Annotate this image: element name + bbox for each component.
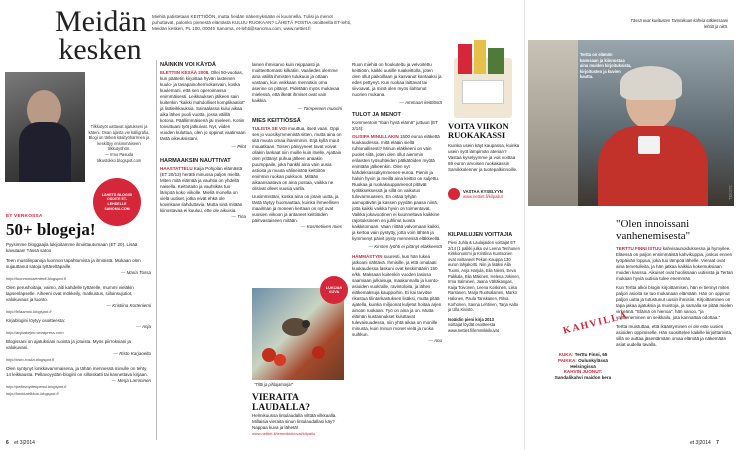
blogs-headline: 50+ blogeja! bbox=[6, 220, 96, 239]
interview-text: Kun Tertta alkoi blogin kirjoittamisen, hän ei tiennyt miten paljon asioita se tuo mukanaan elämään. Hän on oppinut paljon uutta ja tutustunut uusiin ihmisiin. Kirjoittaminen on tapa jakaa ajatuksia ja muistoja, ja samalla se pitää mielen virkeänä. "Elämä on hienoa", hän sanoo, "ja vanheneminen on seikkailu, jota kannattaa odottaa." bbox=[616, 285, 733, 320]
article-text: Ollei 50-vuotias, kun päätetin kirjoittaa hyvän lasteinen kuulo- ja tasapainohermokasvain, koska kuulemani, että sen operoimassa enimmäisesti. Leikkauksen jälkeen sain kuitenkin "kaikki mahdolliset komplikaatiot" ja lisäleikkauksia. Sairaalassa kului aikaa aika lähes puoli vuotta, jossa välillä kotona. Päällimmäisenä jäi mieleen. Kotiin toivuttuani työt jatkuivat. Nyt, viiden vuoden kuluttua, olen jo oppinut vaatimaan tästä oikeuksistani. bbox=[160, 70, 246, 141]
article-heading: HARMAAKSIN NAUTTIVAT bbox=[160, 158, 231, 164]
interview-paragraph bbox=[616, 246, 734, 282]
book-text: voittajat löydät osoitteesta www.nettiet.fi/lemmikkikuvat bbox=[448, 322, 499, 333]
masthead-intro: Miehiä patistetaan KEITTIÖÖN, mutta heidän näkemyksiään ei kuunnella. Tulisi ja menot puhuttavat, palonko pienestä elämästä KULUU RUOKAAN? LÄHETÄ POSTIA osoitteella ET-lehti, Meidän kesken, PL 100, 00040 Sanoma, et-lehti@sanoma.com, www.nettiet.fi bbox=[152, 14, 352, 31]
winners-heading: KILPAILUJEN VOITTAJIA bbox=[448, 232, 513, 238]
reader-photo-caption: "Tiltti ja pihlajamarjat" bbox=[254, 382, 294, 387]
masthead-title bbox=[55, 5, 147, 66]
blog-entry-author: — Risto Karjaoelto bbox=[113, 351, 151, 356]
survey-badge-url[interactable]: www.nettiet.fi/kilpailut bbox=[463, 194, 503, 199]
interview-text: kahvisaunoiduksessa ja hymyilee. Eläessä on paljon ensimmäistä kahvikuppia, joskus ennen työpäivän loppua, joka tuo lämpöä lähelle. Vieraat ovat aina tervetulleita, ja hän jatkaa kaikkia kokemuksiaan muiden kanssa. Aikuiset ovat huolissaan uutisista ja Tertan mukaan hyviä uutisia tulee enemmän. bbox=[616, 246, 733, 281]
blogger-photo bbox=[5, 72, 85, 182]
article-body bbox=[252, 126, 342, 192]
article-text: Kommentoin "Iban hyvä elämä" juttuun (ET 2/14): bbox=[352, 120, 438, 131]
reader-photo-badge-text: LUKIJAN KUVA bbox=[325, 285, 343, 294]
column-voita bbox=[448, 121, 520, 199]
blogger-caption-url: tilkustokko.blogspot.com bbox=[96, 157, 142, 163]
blog-entry-url[interactable]: http://hilaamok.blogspot.fi bbox=[6, 309, 52, 314]
blog-entry-author: — Merja Lamminen bbox=[111, 378, 151, 383]
grocery-text: Kuinka usein käyt kaupassa, kuinka usein syöt lämpimän aterian? Vastaa kyselyymme ja voit voittaa 69 euron arvoisen ruokakassin Sarvikkolenner ja tuotepalkinnoille. bbox=[448, 143, 520, 172]
page-footer-right bbox=[690, 440, 719, 446]
article-sign: — Tampereen muorini bbox=[297, 106, 342, 111]
article-sign: — Anu bbox=[428, 338, 442, 343]
article-sign: — Kirsten lyöhti ei pitänyt eläkkeestä bbox=[368, 244, 442, 249]
blog-entry-author: — Maria Tossa bbox=[120, 270, 151, 275]
article-heading: NÄINKIN VOI KÄYDÄ bbox=[160, 62, 216, 68]
fact-box bbox=[552, 352, 614, 381]
column-divider bbox=[156, 60, 157, 440]
contest-title: VIERAITA LAUDALLA? bbox=[252, 393, 311, 413]
winners-text: Pieni Juhla & Laulajaiden voittajat ET 2/14 (1 palkki julka ovi Leena Tenhunen Kirkkonummi ja Kristiina Kuntsonen ovat voittaneet Pekan Kauppa 130 euron lahjakortti. Niin ja lisäksi Aila Tuomi, Anja Harjula, Eila Niemi, Eeva Pakkala, Eila Mäkinen, Helena Jokinen, Irma Salminen, Jaana Vähäkangas, Kaija Toivonen, Leena Koskinen, Liisa Rantanen, Marja Ruotsalainen, Marko Halonen, Paula Tanskanen, Ritva Korhonen, Sanna Lehtinen, Tarja Aalto ja Ulla Kivistö. bbox=[448, 240, 520, 313]
page-number: 6 bbox=[6, 440, 9, 446]
article-text: muuttua, itseä vaan. Oppi sen jo vuosikymmenistä sitten, mutta aina on sitä muuta omaa ihanimmin. Erjä kyllä muut muuatkaan. Toisen päivyyneet tavat voivat ollakin lankaat niin muille kuin itselle. Ajattain olen yrittänyt puhua jälleen anaakin puumppaile, joka hankki aina vain uusia astioita ja muuta välineistöä keittiöön enimmin ruokan pukkoon. Mitään aikaansaatava on aina postaa, vaikka ne olisivat olleet vuosia varlla. bbox=[252, 126, 342, 191]
interview-text: Tertta muistuttaa, että ikääntyminen ei ole este uusien asioiden oppimiselle. Hän suosittelee kaikille kirjoittamista, sillä se auttaa jäsentämään omaa elämää ja näkemään asiat uudella tavalla. bbox=[616, 324, 733, 347]
article-heading: TULOT JA MENOT bbox=[352, 112, 401, 118]
article-byline: ELETTIIN KESÄÄ 2008. bbox=[160, 70, 210, 75]
article-sign: — Pilot bbox=[231, 144, 246, 149]
contest-box bbox=[252, 393, 344, 436]
fact-value-paikka: Oulunkylässä Helsingissä bbox=[570, 357, 608, 369]
blog-entry-text: Teen mustilinpanoja luonnon tapahtumista ja ilmiöistä. Mukaan olen sujauttanut satoja tyttäreltäpaille. bbox=[6, 258, 141, 269]
page-footer-left bbox=[6, 440, 35, 446]
blogger-caption-name: — Irmo Pasuda bbox=[104, 151, 134, 157]
reader-photo-badge bbox=[320, 276, 348, 304]
article-body bbox=[160, 70, 246, 142]
side-credit: TEKSTI: bbox=[728, 184, 733, 200]
blog-entry-url[interactable]: http://risto-roska.blogspot.fi bbox=[6, 357, 55, 362]
article-heading: MIES KEITTIÖSSÄ bbox=[252, 118, 301, 124]
blog-entry-author: — Kristiina Korteniemi bbox=[106, 303, 151, 308]
article-text: 1500 euroa eläkettä kuukaudessa. mitä elääin siellä ruhtonallisesti? Minun eläkkeeni on vain puolet siitä, joten olen ollut aiemmin erilaisten työsuhteiden pätkätöiden myötä enintään jälkeenkin. Olen nyt kahdeksassakymmenen-euroa. Pienin ja halvin hyvin ja meillä aina keittiö on suljettu. Ruokaa ja ruokakauppamenot pitävät työläkseksessä ja sillä on vaikutus tulovarmuuteen. En ostaa tyhjän aamupäivän ja kassen pyydän paasa niinä, jotta kaikki vaikka hyvin on toimentavat. Vaikka jokavuotinen ei kuunneltava kaikkine rajoituksineen en juhlinut tuosta kaikkitomaan. Vaan riittää valvomaan kaikki, ja kertoa vain pystytty, jotta voin lähteä ja kymmenyt päivit pysty mennessä eläkkeellä. bbox=[352, 134, 441, 241]
blogs-intro: Pyysimme bloggaajia lukijoitamme ilmoittautumaan (ET 20). Lisää kavutaan! Tässä satoo bbox=[6, 242, 138, 253]
page-number: 7 bbox=[716, 440, 719, 446]
contest-text: Helmikuussa lintulaudalla vilttää vilkkaalla. Millaisia vieraita sinun lintulaudallasi käy? Nappaa kuva ja lähetä! bbox=[252, 413, 337, 430]
article-body bbox=[160, 166, 246, 214]
blog-entry-text: Olen perushoitaja, vaimo, äiti kahdelle tyttärelle, mummi vieläkin lapsenlapselle. Aiheeni ovat mökkeily, matkustus, siiloinsujutiot, valokuvaus ja luonto. bbox=[6, 285, 134, 302]
blogger-caption bbox=[88, 124, 150, 163]
article-text: Uusimmistäni, koska aina on jotain uutta, ja tästä täytyy huomauttaa, kuinka ihmeellisen maailman ja moneen kertaan on nyt ovat vuosien viikoon ja antaneet keittiöiden päinvastaiseen mitään. bbox=[252, 194, 340, 223]
article-text: Ruon miehiä on houkuteltu ja velvoitettu keittiöön, kaikki uusille ruiakeittolla, joten olen ollut paikoillaan ja kasvanut kantaaksi ja edes pettynyt. Kun ruokaa laittavat tai siivoavat, ja minä olen myös ilahtunut nuorien mukana. bbox=[352, 62, 442, 97]
survey-badge-title: VASTAA KYSELYYN bbox=[463, 189, 503, 194]
blog-entry-text: Olen syntynyt lonkkavammaisena, ja tähän mennessä minulle on tehty 14 leikkausta. Pellavoyydän-blogini on silloiskatti tai kannettava kirjaan. bbox=[6, 366, 148, 377]
fact-label-paikka: PAIKKA: bbox=[558, 357, 577, 363]
fact-value-kuka: Terttu Finni, 65 bbox=[574, 352, 608, 357]
column-tulot-ja-menot bbox=[352, 62, 442, 344]
article-byline: HÄMMÄSTYIN bbox=[352, 254, 383, 259]
article-byline: TULISTA SE VOI bbox=[252, 126, 287, 131]
page-gutter bbox=[524, 0, 525, 450]
blog-entry-url[interactable]: http://luonnonkalenterit.blogspot.fi bbox=[6, 276, 66, 281]
publication-label: et 3|2014 bbox=[690, 440, 711, 446]
column-nainkin bbox=[160, 62, 246, 220]
blog-entry-url[interactable]: http://pellavoydenpensi.blogspot.fi bbox=[6, 384, 67, 389]
publication-label: et 3|2014 bbox=[14, 440, 35, 446]
right-top-caption: Tässä ovat kuvitusten Tammikuun kahvia tutkiessaani lehtiä ja niitä. bbox=[630, 18, 728, 29]
blogger-caption-text: Tilkkutyöt uattavat ajatukseni ja käteni. Osan ajasta vie kalligrafia. Blogi on tärkeä käsityöharrmen ja keskittyy ensimmäiseen tilkkutyöhön. bbox=[88, 124, 150, 152]
blog-entry-author: — Anja bbox=[136, 324, 151, 329]
contest-url[interactable]: www.nettiet.fi/lemmikkikuvat/kilpailu bbox=[252, 431, 316, 436]
blog-entry-text: Kirjablogini löytyy osoitteesta: bbox=[6, 318, 66, 323]
blog-entry bbox=[6, 339, 151, 362]
column-mies-keittiossa bbox=[252, 62, 342, 230]
blog-entry bbox=[6, 258, 151, 281]
winners-box bbox=[448, 232, 520, 334]
blog-entry bbox=[6, 285, 151, 314]
article-byline: HAASTATTELU bbox=[160, 166, 193, 171]
article-sign: — Kosmetiiven mies bbox=[300, 224, 342, 229]
article-body bbox=[352, 134, 442, 242]
blog-entries bbox=[6, 258, 151, 396]
fact-label-kuka: KUKA: bbox=[558, 352, 574, 357]
grocery-bag-photo bbox=[448, 40, 518, 120]
blog-entry-text: Blogissani on ajatuksiani ruoista ja jotuista. Myös piirroksiani ja valokuvani. bbox=[6, 339, 132, 350]
interview-headline: "Olen innoissani vanhenemisesta" bbox=[616, 218, 691, 242]
article-text: Kaija Pohjolan elämästä (ET 20/13) herätti minussa paljon mieltä. Miten mitä elämää ja vauhtia on yhdellä naisella. Keittotaito ja vauhtikäs tuo lämpöä koko viikolle. Mieliä monella on vielä uutiset, jotka eivät ehkä ole kovinkaan ilahduttavia. Mutta sinä mitään kiinostavaa ei kuuluu, ette ole aikuisia. bbox=[160, 166, 243, 213]
article-body bbox=[352, 254, 442, 338]
masthead-title-line1: Meidän bbox=[55, 5, 147, 38]
blog-entry-url[interactable]: http://lonkkaelkkuu.blogspot.fi bbox=[6, 391, 59, 396]
interview-body bbox=[616, 246, 734, 348]
blog-entry-url[interactable]: http://anjaakirjoo.wordpress.com bbox=[6, 330, 64, 335]
send-blog-badge-text: LÄHETÄ BLOGISI OSOITE ET-LEHDELLE SANOMA.COM bbox=[101, 192, 133, 211]
fact-label-kahvi: KAHVIN JUONUT: bbox=[563, 369, 603, 375]
survey-badge bbox=[448, 188, 503, 200]
masthead-title-line2: kesken bbox=[58, 33, 142, 66]
article-text: suuresti, kun hän lukea jatkoani nähtävä. Ihmisille, ja että omalaati kuukaudessa laskuni ovat keskimäärin 150 e/kk. Maksaan kuitenkin vuoden lasissa saamiaan julkaisuja, maakunnalla ja luonto-asioiden vuokralle, ravintoloita, ja lähes eläkemaksuja kauppoihin. Ei kai tarvitse rikastua tilintarkastuksen lisäksi, mutta pitää ajatella, kuinka miljoonat kuljetut hoitaa arjen ainoan ruokaan. Työ on aina ja on. Mutta elämän kustannukset kuluttavat tulevaisuudessa, niin yhtä aikaa on monille minusta, kuin minun monet vielä ja ruoka suihkun. bbox=[352, 254, 442, 337]
interview-photo-caption: Tertta on elämän kanssaan ja kiinnostaa aina muiden kirjoituksista, kirjoitusten ja kuvien kautta. bbox=[580, 52, 632, 80]
survey-badge-icon bbox=[448, 188, 460, 200]
blog-entry bbox=[6, 318, 151, 335]
article-byline: OLISIPA MINULLAKIN bbox=[352, 134, 399, 139]
interview-byline: TERTTU FINNI ISTUU bbox=[616, 246, 662, 251]
blog-entry bbox=[6, 366, 151, 389]
kahvilla-label: KAHVILLA bbox=[562, 309, 630, 337]
section-label-online: ET VERKOSSA bbox=[6, 214, 43, 219]
article-sign: — Tina bbox=[231, 214, 246, 219]
blog-entry bbox=[6, 391, 151, 396]
grocery-heading: VOITA VIIKON RUOKAKASSI bbox=[448, 121, 509, 140]
fact-value-kahvi: Sandalikahvi maidon kera bbox=[554, 375, 612, 381]
article-text: lainen ihmisarvo kuin reippaasti ja moitteettomasti kilkatiin. Vaaliedes olemme aina välillä ihmisten tulukuun ja ottaan vastaan, kun veikkaan mennäkin oma asenne on pitänyt. Pidetään myös mukavaa mielessä, että ilkeät ihmiset ovat vain kaikkia. bbox=[252, 62, 340, 103]
article-sign: — Ammaan keittiöstä bbox=[399, 100, 442, 105]
book-title: Isoäidin pieni kirja 2013 bbox=[448, 316, 494, 322]
send-blog-badge bbox=[93, 178, 141, 226]
